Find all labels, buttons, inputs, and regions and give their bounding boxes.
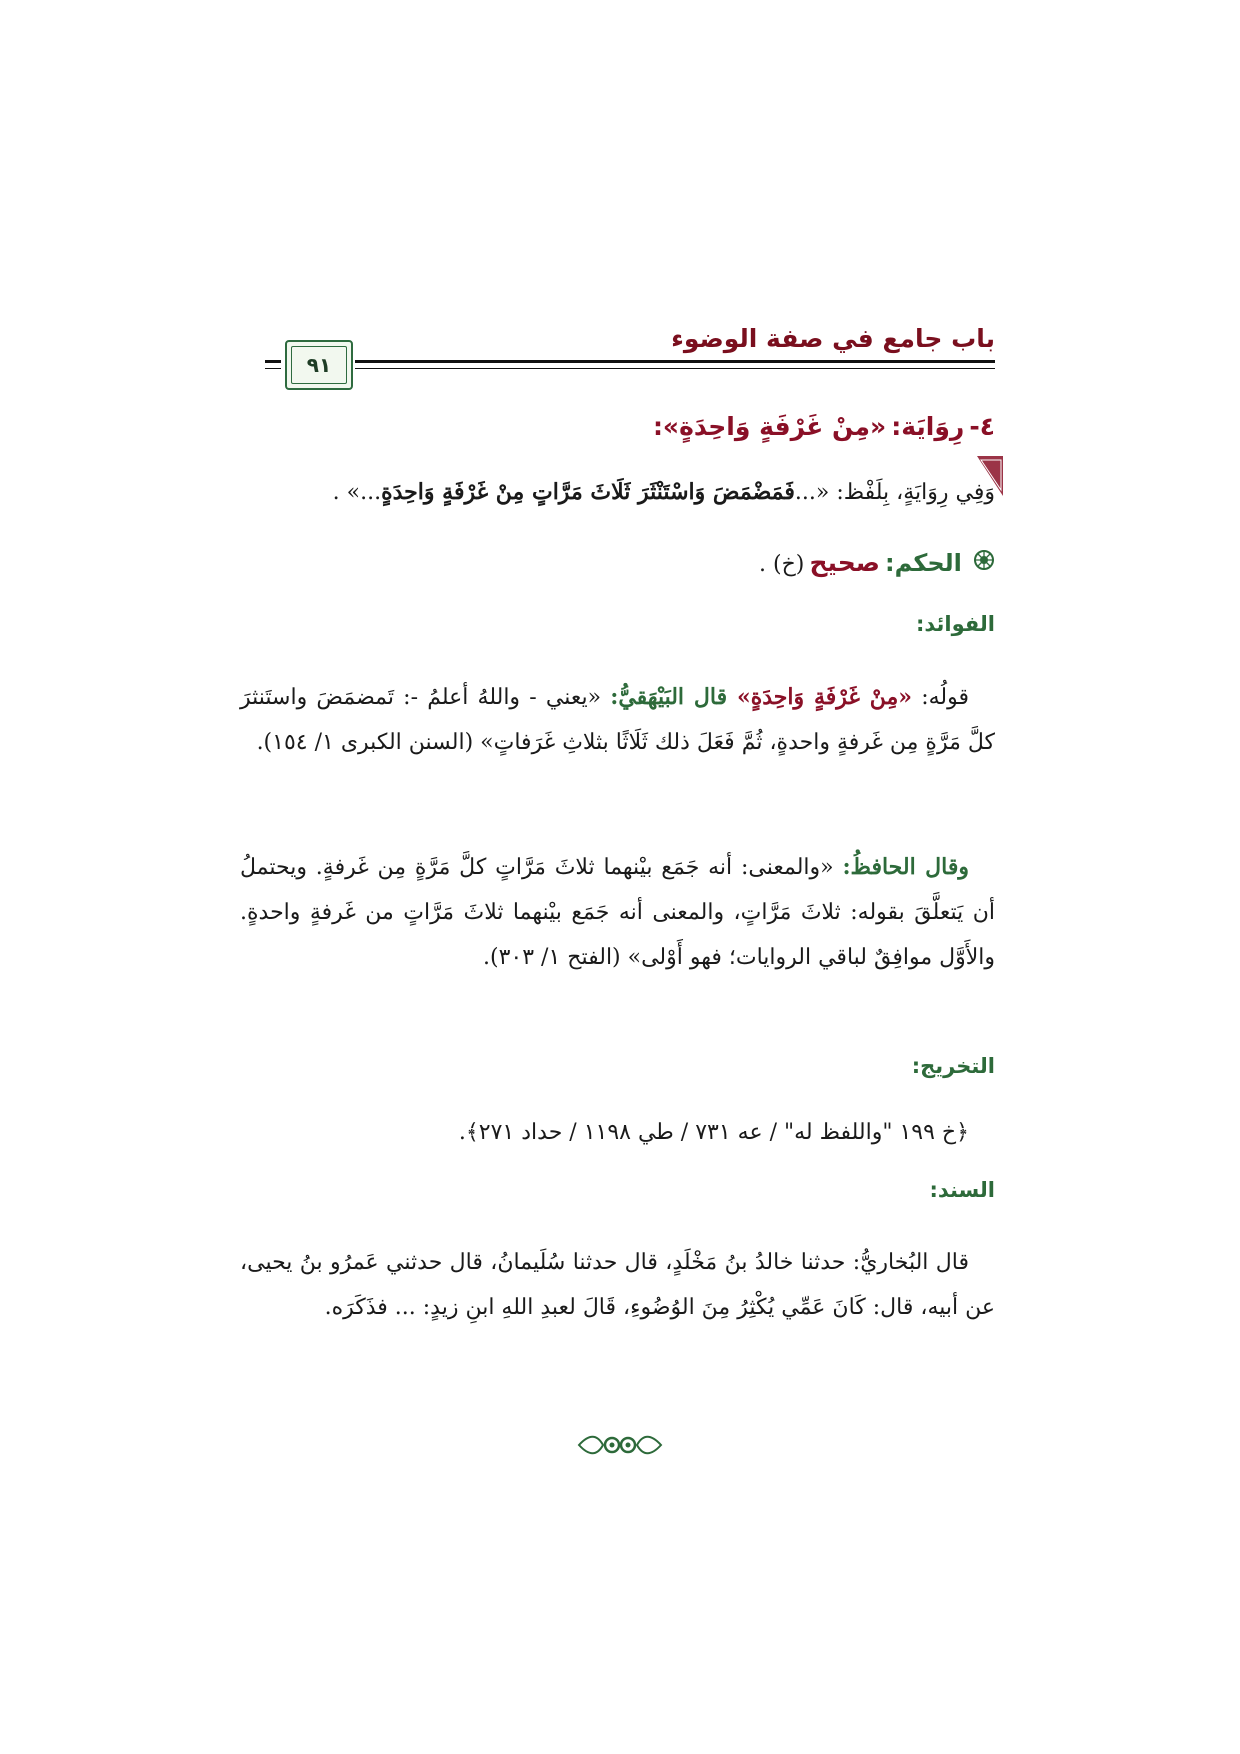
- hukm-value: صحيح: [809, 548, 880, 577]
- fawaid-heading-row: [240, 612, 995, 636]
- fawaid-paragraph-1: [240, 675, 995, 765]
- section-quote: «مِنْ غَرْفَةٍ وَاحِدَةٍ»:: [652, 412, 887, 441]
- fawaid-p2-scholar: وقال الحافظُ:: [842, 854, 969, 880]
- takhrij-line: [240, 1110, 995, 1155]
- fawaid-p1-intro: قولُه:: [912, 685, 970, 710]
- fawaid-p1-text: «يعني - واللهُ أعلمُ -: تَمضمَضَ واستَنثرَ كلَّ مَرَّةٍ مِن غَرفةٍ واحدةٍ، ثُمَّ فَعَلَ ذلك ثَلَاثًا بثلاثِ غَرَفاتٍ» (السنن الكبرى ١/ ١٥٤).: [240, 685, 995, 755]
- fawaid-p1-scholar: قال البَيْهَقيُّ:: [610, 684, 737, 710]
- fawaid-heading: الفوائد:: [916, 612, 995, 636]
- sanad-text: قال البُخاريُّ: حدثنا خالدُ بنُ مَخْلَدٍ، قال حدثنا سُلَيمانُ، قال حدثني عَمرُو بنُ يحيى، عن أبيه، قال: كَانَ عَمِّي يُكْثِرُ مِنَ الوُضُوءِ، قَالَ لعبدِ اللهِ ابنِ زيدٍ: ... فذَكَرَه.: [240, 1250, 995, 1320]
- chapter-title: باب جامع في صفة الوضوء: [671, 324, 995, 353]
- riwaya-end: ...» .: [332, 480, 382, 505]
- header-rule-left-thin: [265, 368, 281, 369]
- fawaid-p2-text: «والمعنى: أنه جَمَع بيْنهما ثلاثَ مَرَّاتٍ كلَّ مَرَّةٍ مِن غَرفةٍ. ويحتملُ أن يَتعلَّقَ بقوله: ثلاثَ مَرَّاتٍ، والمعنى أنه جَمَع بيْنهما ثلاثَ مَرَّاتٍ من غَرفةٍ واحدةٍ. والأَوَّل موافِقٌ لباقي الروايات؛ فهو أَوْلى» (الفتح ١/ ٣٠٣).: [240, 855, 995, 970]
- sanad-heading: السند:: [929, 1178, 995, 1202]
- takhrij-text: ﴿خ ١٩٩ "واللفظ له" / عه ٧٣١ / طي ١١٩٨ / حداد ٢٧١﴾.: [458, 1120, 969, 1145]
- page-number-frame-icon: [285, 340, 353, 390]
- page-header: [265, 300, 995, 390]
- fawaid-paragraph-2: [240, 845, 995, 980]
- sanad-heading-row: [240, 1178, 995, 1202]
- hukm-label: الحكم:: [884, 549, 962, 577]
- riwaya-text: فَمَضْمَضَ وَاسْتَنْثَرَ ثَلَاثَ مَرَّاتٍ مِنْ غَرْفَةٍ وَاحِدَةٍ: [381, 479, 795, 505]
- hukm-line: [240, 542, 995, 587]
- sanad-paragraph: [240, 1240, 995, 1330]
- header-rule-thin: [355, 368, 995, 369]
- takhrij-heading-row: [240, 1054, 995, 1078]
- end-ornament-icon: [0, 1430, 1240, 1464]
- takhrij-heading: التخريج:: [911, 1054, 995, 1078]
- riwaya-intro: وَفِي رِوَايَةٍ، بِلَفْظ: «...: [794, 480, 995, 505]
- hukm-flower-icon: [973, 549, 995, 577]
- hukm-source: (خ) .: [759, 552, 805, 577]
- page-number: ٩١: [306, 353, 332, 377]
- section-label: رِوَايَة:: [891, 412, 965, 441]
- section-number: ٤-: [969, 412, 995, 441]
- header-rule-left: [265, 360, 281, 363]
- header-rule: [355, 360, 995, 363]
- riwaya-line: [240, 470, 995, 515]
- fawaid-p1-quote: «مِنْ غَرْفَةٍ وَاحِدَةٍ»: [736, 684, 913, 710]
- section-heading: [240, 412, 995, 441]
